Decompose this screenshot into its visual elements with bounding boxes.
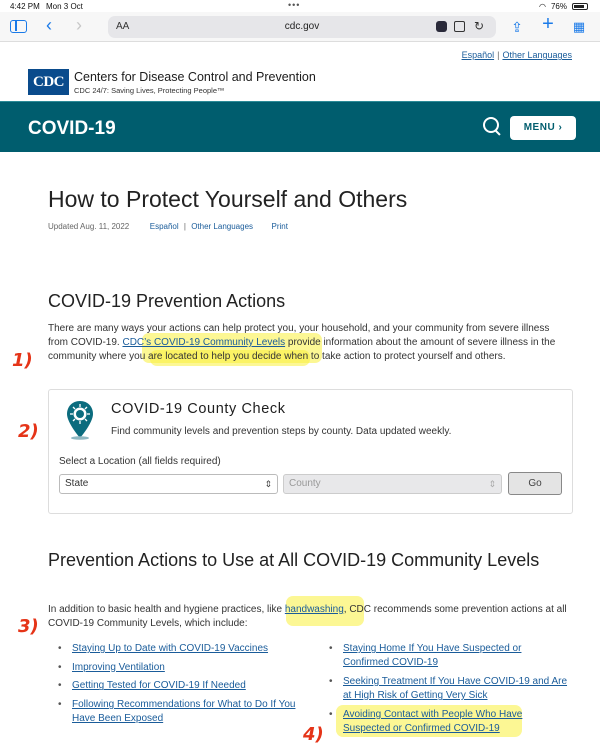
battery-percent: 76% [550,2,567,11]
other-languages-link[interactable]: Other Languages [502,50,572,60]
map-pin-virus-icon [65,400,95,440]
list-item [58,661,298,675]
avoiding-contact-link[interactable]: Avoiding Contact with People Who Have Suspected or Confirmed COVID-19 [343,708,523,735]
community-levels-link[interactable]: CDC’s COVID-19 Community Levels [122,337,286,349]
text-size-button[interactable]: AA [116,21,130,32]
exposure-link[interactable]: Following Recommendations for What to Do If You Have Been Exposed [72,699,296,725]
county-check-description: Find community levels and prevention steps by county. Data updated weekly. [111,426,452,437]
paragraph-text: , CDC recommends some prevention actions at all COVID-19 Community Levels, which include: [48,604,567,630]
new-tab-icon[interactable]: + [542,13,554,35]
covid-banner [0,101,600,152]
handwashing-link[interactable]: handwashing [284,604,344,615]
tab-overview-icon[interactable]: ▦ [572,19,586,34]
reader-icon[interactable] [454,21,465,32]
site-tagline: CDC 24/7: Saving Lives, Protecting People™ [74,86,225,95]
paragraph-text: In addition to basic health and hygiene practices, like [48,604,285,615]
annotation-4: 4) [303,724,324,745]
county-check-widget [48,389,573,514]
county-select-value: County [289,478,321,489]
site-header[interactable] [28,68,428,98]
status-date: Mon 3 Oct [46,2,83,11]
forward-icon[interactable]: › [76,15,82,35]
divider: | [497,50,500,60]
status-indicators [539,2,588,11]
section-title-prevention-actions: COVID-19 Prevention Actions [48,291,286,311]
paragraph-text: provide information about the amount of severe illness in the community where you are located to help you decide when to take action to protect yourself and others. [48,337,556,363]
prevention-paragraph [48,322,568,365]
seeking-treatment-link[interactable]: Seeking Treatment If You Have COVID-19 and Are at High Risk of Getting Very Sick [343,675,568,702]
vaccines-link[interactable]: Staying Up to Date with COVID-19 Vaccines [72,643,269,654]
share-icon[interactable]: ⇪ [511,19,523,35]
state-select[interactable] [59,474,278,494]
top-language-links [462,50,572,60]
site-name[interactable]: Centers for Disease Control and Prevention [74,70,316,84]
banner-title[interactable]: COVID-19 [28,118,116,139]
prevention-list-left [58,642,298,731]
reload-icon[interactable]: ↻ [474,19,485,33]
list-item [329,675,569,703]
menu-button[interactable]: MENU › [510,116,576,140]
testing-link[interactable]: Getting Tested for COVID-19 If Needed [72,680,246,692]
county-select[interactable] [283,474,502,494]
chevron-updown-icon: ⇕ [488,479,496,489]
wifi-icon: ◠ [539,2,546,11]
search-icon[interactable] [482,116,502,136]
sidebar-toggle-icon[interactable] [10,20,27,33]
espanol-link[interactable]: Español [461,50,495,60]
paragraph-text: There are many ways your actions can help protect you, your household, and your community from severe illness from COVID-19. [48,323,550,349]
page-espanol-link[interactable]: Español [149,222,179,231]
multitasking-dots-icon[interactable]: ••• [288,0,301,10]
ventilation-link[interactable]: Improving Ventilation [72,661,165,673]
page-other-languages-link[interactable]: Other Languages [191,222,254,231]
list-item [329,642,569,670]
status-time: 4:42 PM [10,2,40,11]
back-icon[interactable]: ‹ [46,15,52,35]
menu-label: MENU [523,122,556,133]
updated-line [48,222,288,231]
annotation-2: 2) [18,421,39,442]
annotation-1: 1) [12,350,33,371]
page-title: How to Protect Yourself and Others [48,186,408,212]
list-item [58,679,298,693]
annotation-3: 3) [18,616,39,637]
list-item [58,642,298,656]
browser-toolbar [0,12,600,42]
all-levels-paragraph [48,603,578,631]
list-item [58,698,298,726]
prevention-list-right [329,642,569,741]
divider: | [183,222,186,231]
status-bar [0,0,600,12]
chevron-updown-icon: ⇕ [264,479,272,489]
location-label: Select a Location (all fields required) [59,456,221,467]
section-title-all-levels: Prevention Actions to Use at All COVID-19 Community Levels [48,550,540,570]
cdc-logo[interactable]: CDC [28,69,69,95]
battery-icon [572,3,588,10]
go-button[interactable]: Go [508,472,562,495]
staying-home-link[interactable]: Staying Home If You Have Suspected or Confirmed COVID-19 [343,643,522,669]
updated-date: Updated Aug. 11, 2022 [48,222,130,231]
list-item [329,708,569,736]
print-link[interactable]: Print [271,222,288,231]
address-bar[interactable] [108,16,496,38]
extension-icon[interactable] [436,21,447,32]
state-select-value: State [65,478,89,489]
county-check-title: COVID-19 County Check [111,401,286,417]
url-text[interactable]: cdc.gov [284,21,320,32]
